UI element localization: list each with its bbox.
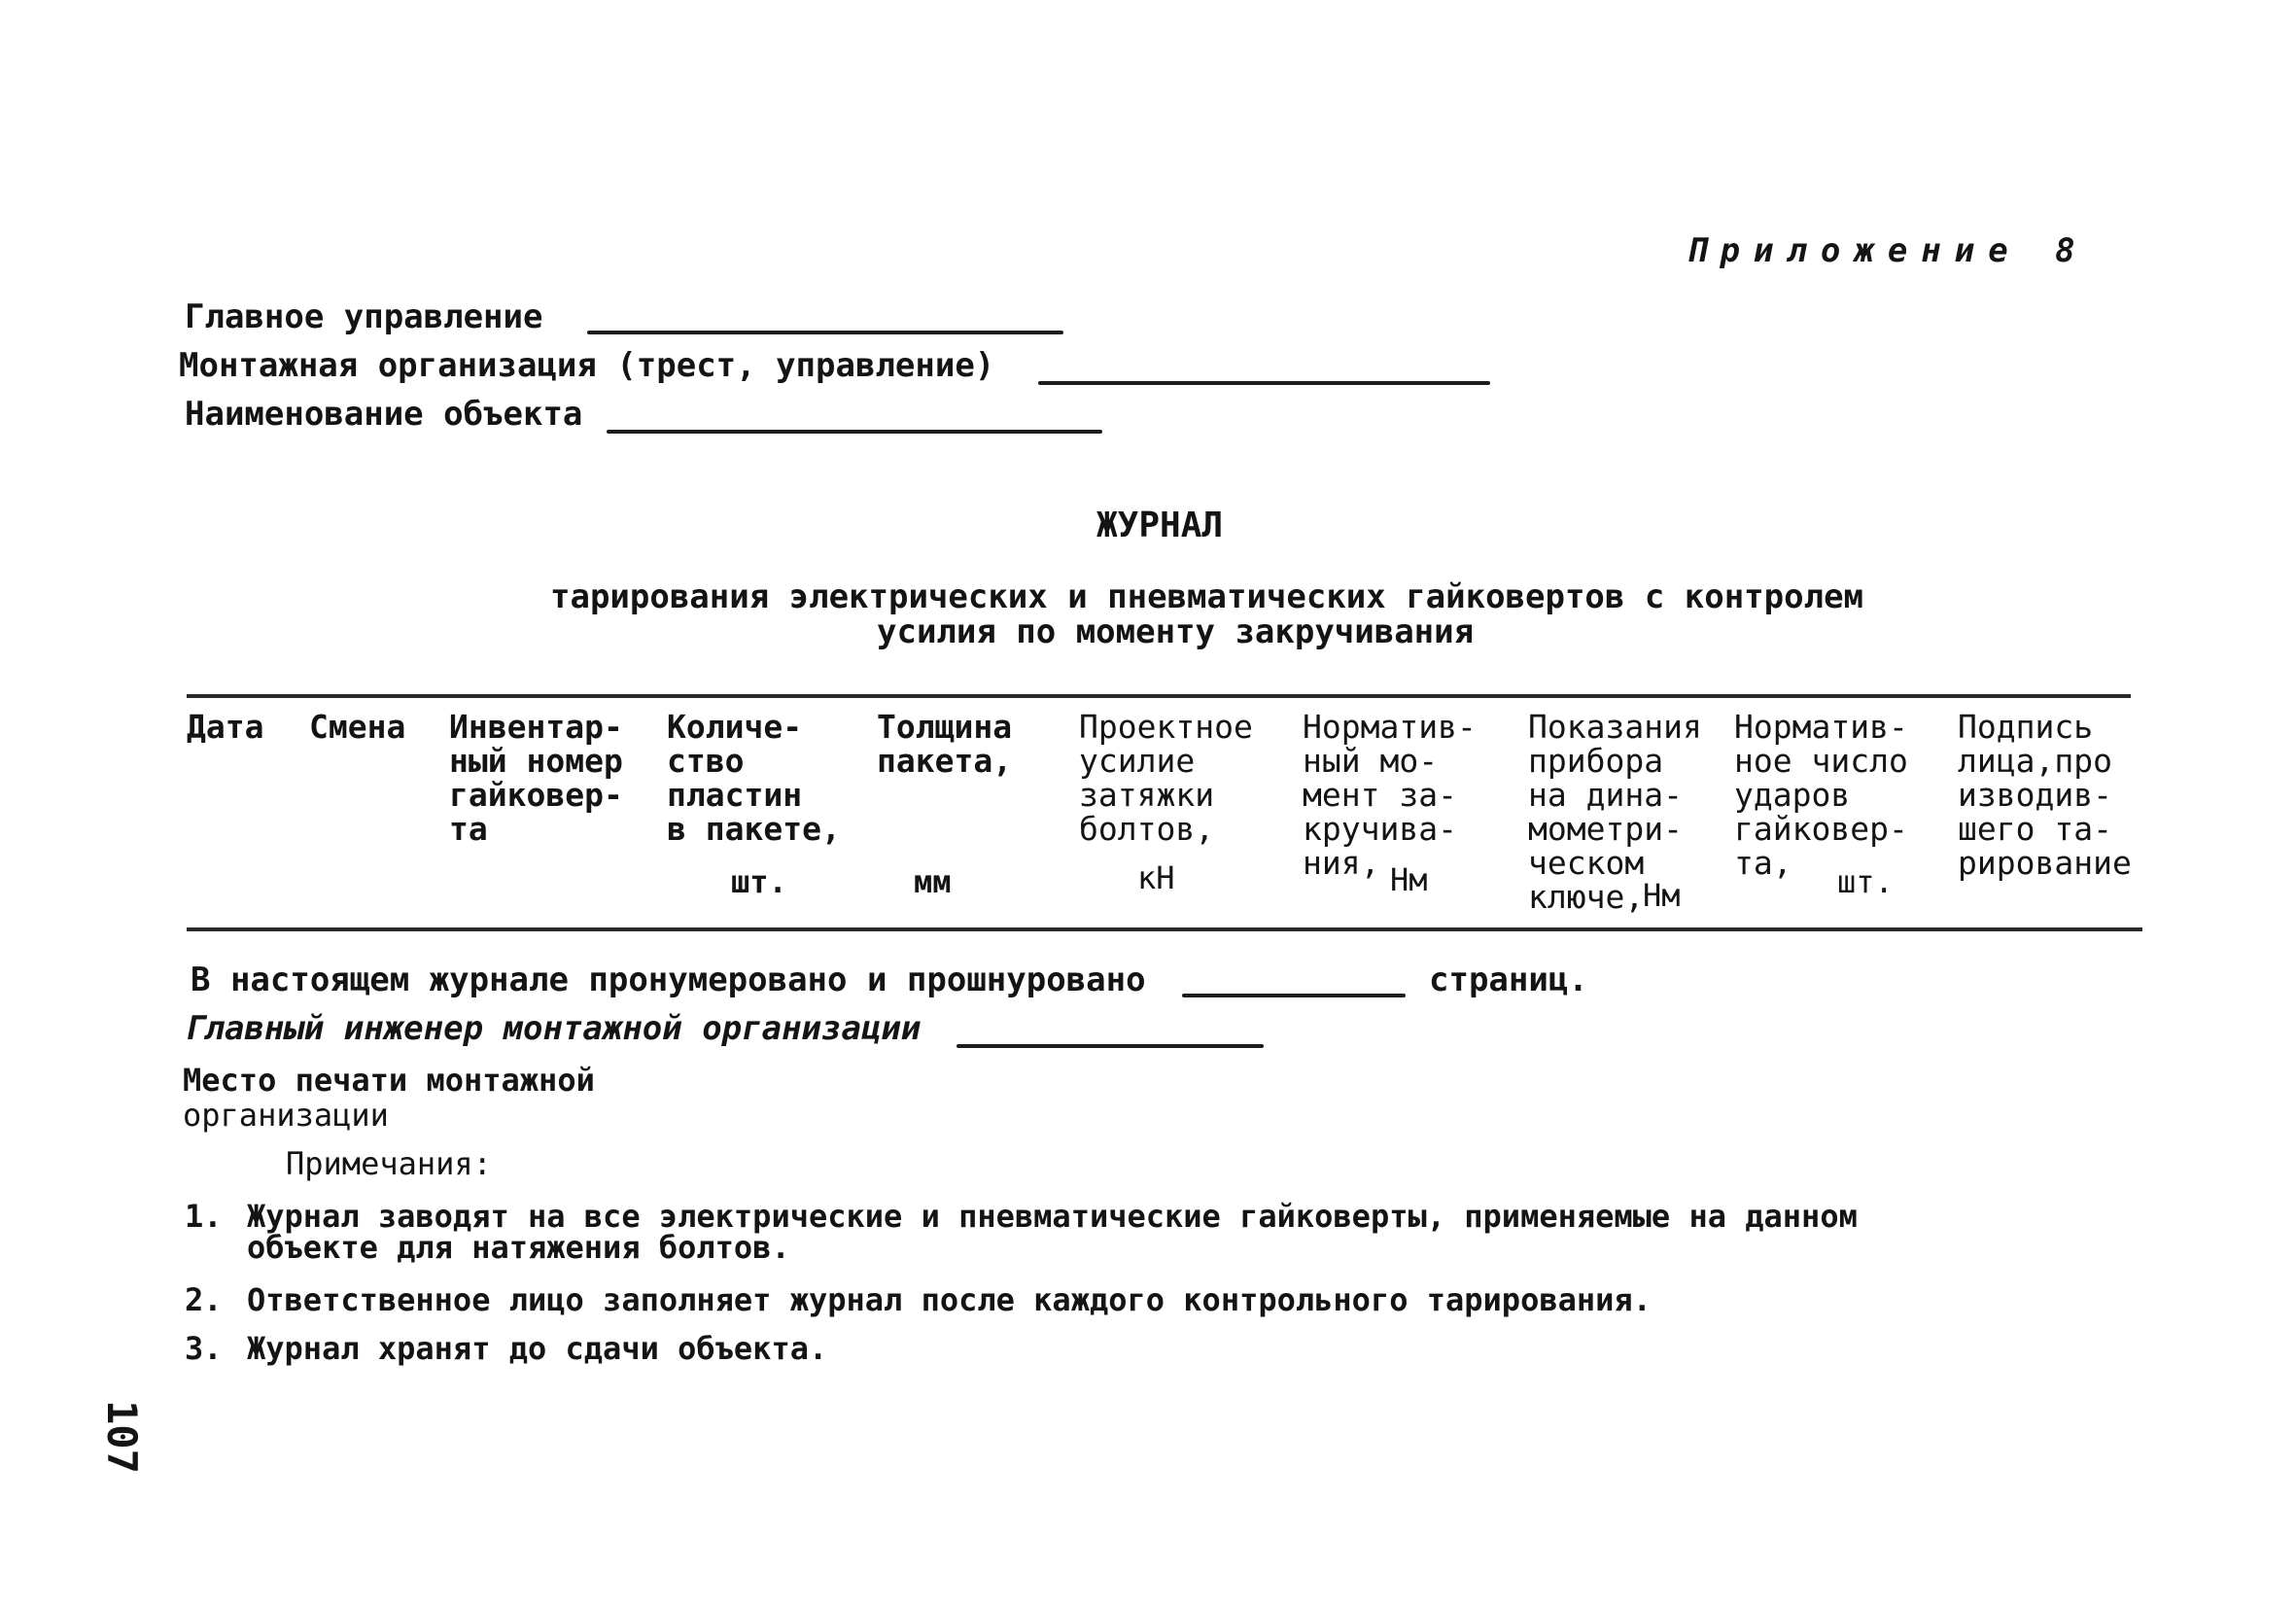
col-header-shift: Смена <box>309 708 406 746</box>
field-organization-label: Монтажная организация (трест, управление) <box>179 346 995 385</box>
col-header-signature: Подпись лица,про изводив- шего та- рирование <box>1958 708 2132 882</box>
col-header-date: Дата <box>187 708 264 746</box>
field-organization-line <box>1038 381 1490 385</box>
numbered-pages-suffix: страниц. <box>1429 961 1588 999</box>
stamp-place-line1: Место печати монтажной <box>183 1062 595 1099</box>
note-number: 3. <box>185 1330 223 1367</box>
col-header-normative-torque: Норматив- ный мо- мент за- кручива- ния, <box>1303 708 1477 882</box>
note-3-line1: Журнал хранят до сдачи объекта. <box>247 1330 828 1367</box>
field-main-directorate-label: Главное управление <box>185 297 543 336</box>
note-1-line2: объекте для натяжения болтов. <box>247 1229 790 1266</box>
field-object-name-line <box>607 430 1102 434</box>
numbered-pages-text: В настоящем журнале пронумеровано и прошнуровано <box>191 961 1146 999</box>
journal-title: ЖУРНАЛ <box>1096 506 1224 545</box>
note-number: 1. <box>185 1198 223 1235</box>
page-number: 107 <box>98 1400 146 1474</box>
col-header-design-force: Проектное усилие затяжки болтов, <box>1079 708 1253 848</box>
col-header-package-thickness: Толщина пакета, <box>877 708 1013 780</box>
journal-subtitle-line1: тарирования электрических и пневматических гайковертов с контролем <box>550 577 1864 616</box>
col-unit-design-force: кН <box>1137 859 1175 896</box>
table-top-rule <box>187 694 2131 698</box>
note-2-line1: Ответственное лицо заполняет журнал после каждого контрольного тарирования. <box>247 1281 1652 1318</box>
col-header-inventory-number: Инвентар- ный номер гайковер- та <box>449 708 623 848</box>
numbered-pages-line <box>1182 994 1406 997</box>
chief-engineer-label: Главный инженер монтажной организации <box>185 1009 922 1048</box>
chief-engineer-line <box>957 1044 1264 1048</box>
stamp-place-line2: организации <box>183 1097 389 1134</box>
appendix-label: Приложение 8 <box>1687 231 2089 270</box>
col-unit-plate-count: шт. <box>731 863 787 900</box>
col-unit-package-thickness: мм <box>914 863 952 900</box>
col-header-plate-count: Количе- ство пластин в пакете, <box>667 708 841 848</box>
col-header-impact-count: Норматив- ное число ударов гайковер- та, <box>1734 708 1908 882</box>
col-unit-wrench-reading: Нм <box>1643 877 1681 914</box>
note-1-line1: Журнал заводят на все электрические и пневматические гайковерты, применяемые на данном <box>247 1198 1858 1235</box>
notes-heading: Примечания: <box>286 1145 492 1182</box>
note-number: 2. <box>185 1281 223 1318</box>
journal-subtitle-line2: усилия по моменту закручивания <box>877 612 1475 651</box>
table-bottom-rule <box>187 927 2142 931</box>
col-unit-impact-count: шт. <box>1837 863 1894 900</box>
field-object-name-label: Наименование объекта <box>185 395 583 434</box>
col-unit-normative-torque: Нм <box>1390 861 1428 898</box>
field-main-directorate-line <box>587 331 1063 334</box>
col-header-wrench-reading: Показания прибора на дина- мометри- ческом ключе, <box>1528 708 1702 916</box>
